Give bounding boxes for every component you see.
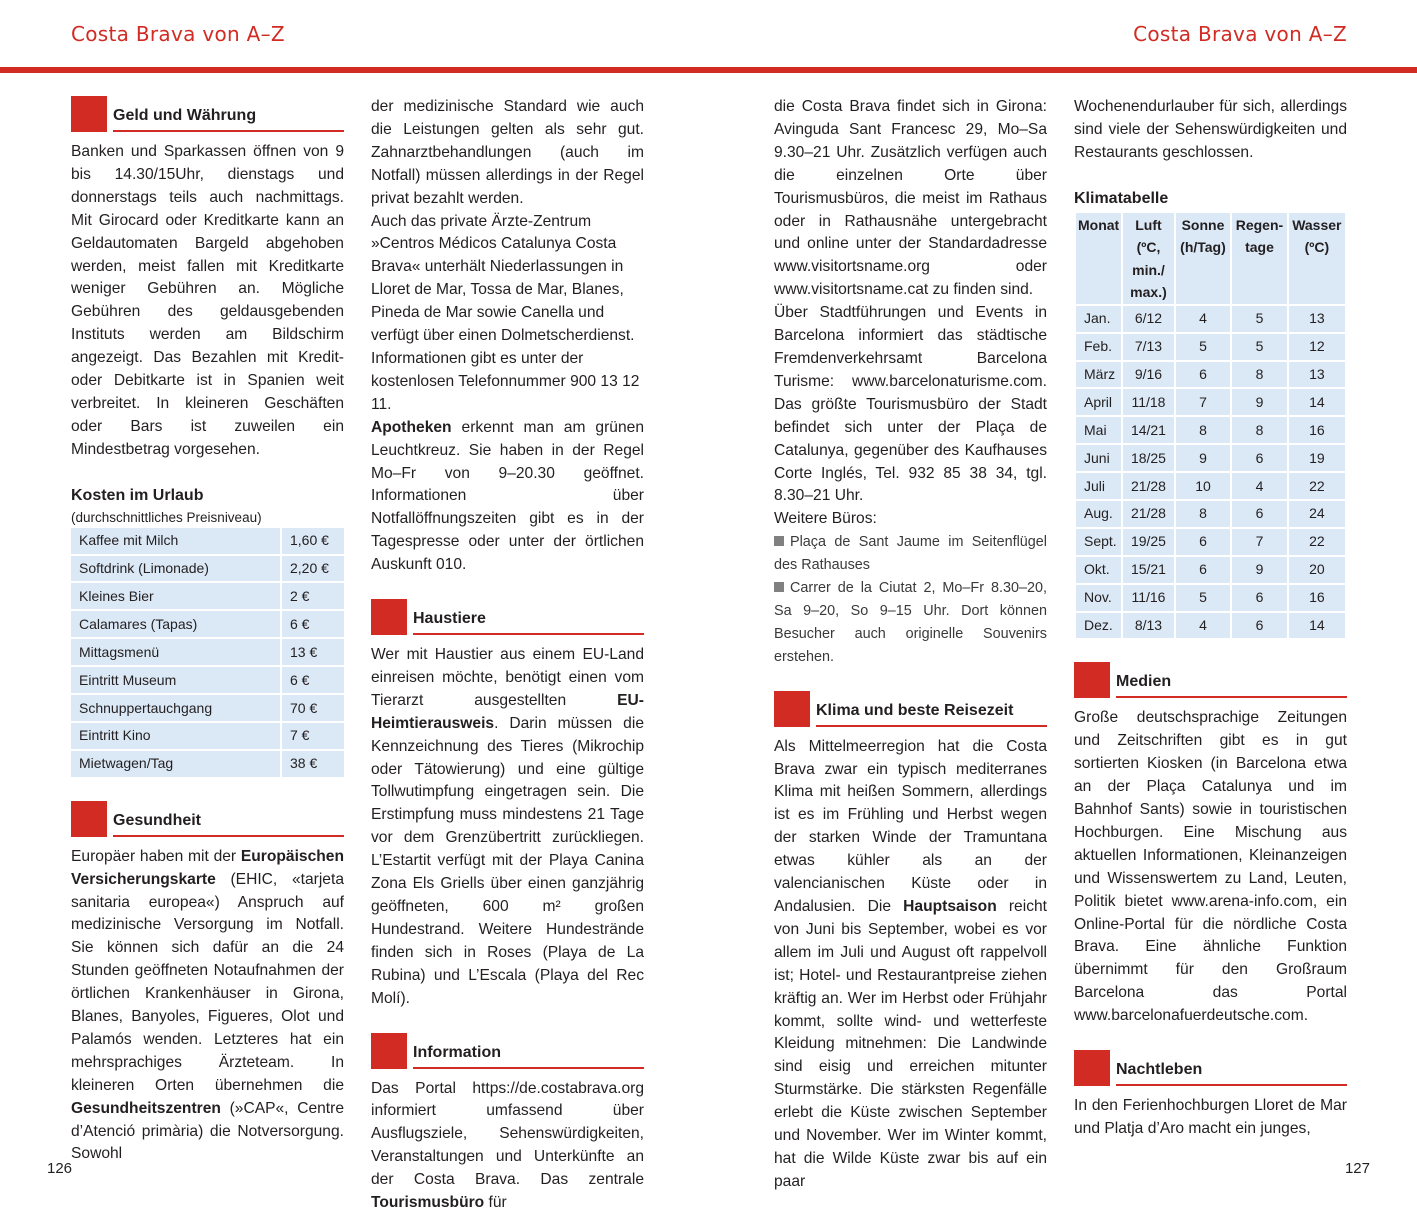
klima-row <box>1075 500 1346 528</box>
klima-month: Jan. <box>1075 305 1122 333</box>
heading-marker <box>71 96 107 132</box>
header-rule <box>0 67 1417 73</box>
kosten-row <box>71 582 344 610</box>
kosten-item: Mietwagen/Tag <box>71 750 281 778</box>
kosten-item: Softdrink (Limonade) <box>71 555 281 583</box>
section-title: Gesundheit <box>113 801 344 837</box>
klima-value: 5 <box>1175 584 1232 612</box>
klima-value: 10 <box>1175 472 1232 500</box>
klima-value: 16 <box>1288 416 1346 444</box>
klima-value: 6 <box>1175 556 1232 584</box>
klima-value: 8/13 <box>1122 612 1175 640</box>
klima-value: 8 <box>1175 500 1232 528</box>
kosten-row <box>71 722 344 750</box>
klima-row <box>1075 388 1346 416</box>
klima-value: 6 <box>1231 584 1287 612</box>
barcelona-info-text: Über Stadtführungen und Events in Barcelona informiert das städtische Fremdenverkehrsamt Barcelona Turisme: www.barcelonaturisme.com. Das größte Tourismusbüro der Stadt befindet sich unter der Plaça de Catalunya, gegenüber des Kaufhauses Corte Inglés, Tel. 932 85 38 34, tgl. 8.30–21 Uhr. <box>774 304 1047 505</box>
klima-value: 19/25 <box>1122 528 1175 556</box>
kosten-price: 1,60 € <box>281 528 344 555</box>
bullet-item: Plaça de Sant Jaume im Seitenflügel des Rathauses <box>774 534 1047 574</box>
page-number-right: 127 <box>1344 1160 1370 1177</box>
kosten-title: Kosten im Urlaub <box>71 486 204 504</box>
section-title: Klima und beste Reisezeit <box>816 691 1047 727</box>
kosten-price: 6 € <box>281 610 344 638</box>
kosten-row <box>71 638 344 666</box>
klimatabelle-title: Klimatabelle <box>1074 189 1169 207</box>
klima-header: Wasser (ºC) <box>1288 212 1346 305</box>
section-title: Nachtleben <box>1116 1050 1347 1086</box>
information-text: Das Portal https://de.costabrava.org informiert umfassend über Ausflugsziele, Sehenswürdigkeiten, Veranstaltungen und Unterkünfte an der Costa Brava. Das zentrale Tourismusbüro für <box>371 1079 644 1212</box>
kosten-price: 6 € <box>281 666 344 694</box>
haustiere-text: Wer mit Haustier aus einem EU-Land einreisen möchte, benötigt einen vom Tierarzt ausgestellten EU-Heimtierausweis. Darin müssen die Kennzeichnung des Tieres (Mikrochip oder Tätowierung) und eine gültige Tollwutimpfung eingetragen sein. Die Erstimpfung muss mindestens 21 Tage vor dem Grenzübertritt zurückliegen. L’Estartit verfügt mit der Playa Canina Zona Els Griells über einen ganzjährig geöffneten, 600 m² großen Hundestrand. Weitere Hundestrände finden sich in Roses (Playa de La Rubina) und L’Escala (Playa del Rec Molí). <box>371 646 644 1007</box>
klima-value: 8 <box>1231 416 1287 444</box>
apotheken-text: Apotheken erkennt man am grünen Leuchtkreuz. Sie haben in der Regel Mo–Fr von 9–20.30 geöffnet. Informationen über Notfallöffnungszeiten gibt es in der Tagespresse oder unter der örtlichen Auskunft 010. <box>371 418 644 574</box>
klima-month: März <box>1075 361 1122 389</box>
aerzte-zentrum-text: Auch das private Ärzte-Zentrum »Centros Médicos Catalunya Costa Brava« unterhält Niederlassungen in Lloret de Mar, Tossa de Mar, Blanes, Pineda de Mar sowie Canella und verfügt über einen Dolmetscherdienst. Informationen gibt es unter der kostenlosen Telefonnummer 900 13 12 11. <box>371 212 640 413</box>
information-text-cont: die Costa Brava findet sich in Girona: Avinguda Sant Francesc 29, Mo–Sa 9.30–21 Uhr. Zusätzlich verfügen auch die einzelnen Orte über Tourismusbüros, die meist im Rathaus oder in Rathausnähe untergebracht und online unter der Standardadresse www.visitortsname.org oder www.visitortsname.cat zu finden sind. <box>774 98 1047 299</box>
klima-value: 4 <box>1231 472 1287 500</box>
bullet-square <box>774 536 784 546</box>
heading-marker <box>1074 662 1110 698</box>
gesundheit-text-cont: der medizinische Standard wie auch die Leistungen gelten als sehr gut. Zahnarztbehandlungen (auch im Notfall) müssen allerdings in der Regel privat bezahlt werden. <box>371 98 644 207</box>
klima-month: Juni <box>1075 444 1122 472</box>
klima-header: Monat <box>1075 212 1122 305</box>
klima-row <box>1075 584 1346 612</box>
klima-month: Feb. <box>1075 333 1122 361</box>
kosten-row <box>71 555 344 583</box>
klima-row <box>1075 472 1346 500</box>
klima-value: 20 <box>1288 556 1346 584</box>
klima-value: 9/16 <box>1122 361 1175 389</box>
klima-row <box>1075 416 1346 444</box>
klima-month: Okt. <box>1075 556 1122 584</box>
klima-value: 4 <box>1175 305 1232 333</box>
kosten-item: Kaffee mit Milch <box>71 528 281 555</box>
klima-row <box>1075 444 1346 472</box>
klima-value: 24 <box>1288 500 1346 528</box>
klima-value: 7/13 <box>1122 333 1175 361</box>
kosten-row <box>71 666 344 694</box>
nachtleben-text: In den Ferienhochburgen Lloret de Mar und Platja d’Aro macht ein junges, <box>1074 1097 1347 1137</box>
klima-value: 9 <box>1175 444 1232 472</box>
klima-row <box>1075 361 1346 389</box>
klima-value: 14 <box>1288 388 1346 416</box>
klima-header: Luft (ºC, min./ max.) <box>1122 212 1175 305</box>
klima-header: Sonne (h/Tag) <box>1175 212 1232 305</box>
kosten-item: Calamares (Tapas) <box>71 610 281 638</box>
heading-marker <box>1074 1050 1110 1086</box>
klima-value: 5 <box>1175 333 1232 361</box>
section-title: Haustiere <box>413 599 644 635</box>
klima-month: Sept. <box>1075 528 1122 556</box>
column-3 <box>774 96 1047 1194</box>
klima-value: 8 <box>1231 361 1287 389</box>
column-4 <box>1074 96 1347 1141</box>
klima-value: 6 <box>1231 612 1287 640</box>
running-header-right: Costa Brava von A–Z <box>1133 22 1347 46</box>
klima-month: Juli <box>1075 472 1122 500</box>
klima-text: Als Mittelmeerregion hat die Costa Brava zwar ein typisch mediterranes Klima mit heißen Sommern, allerdings ist es im Frühling und Herbst wegen der starken Winde der Tramuntana etwas kühler als an der valencianischen Küste oder in Andalusien. Die Hauptsaison reicht von Juni bis September, wobei es vor allem im Juli und August oft rappelvoll ist; Hotel- und Restaurantpreise ziehen kräftig an. Wer im Herbst oder Frühjahr kommt, sollte wind- und wetterfeste Kleidung mitnehmen: Die Landwinde sind eisig und erreichen mitunter Sturmstärke. Die stärksten Regenfälle erlebt die Küste zwischen September und November. Wer im Winter kommt, hat die Wilde Küste zwar bis auf ein paar <box>774 737 1047 1190</box>
klima-value: 21/28 <box>1122 472 1175 500</box>
klima-month: Nov. <box>1075 584 1122 612</box>
section-heading-medien <box>1074 662 1347 698</box>
klima-value: 6 <box>1175 361 1232 389</box>
klima-month: Mai <box>1075 416 1122 444</box>
kosten-subtitle: (durchschnittliches Preisniveau) <box>71 509 262 525</box>
page-number-left: 126 <box>47 1160 73 1177</box>
weitere-bueros-label: Weitere Büros: <box>774 510 877 528</box>
klima-value: 14/21 <box>1122 416 1175 444</box>
klima-value: 21/28 <box>1122 500 1175 528</box>
klima-value: 4 <box>1175 612 1232 640</box>
section-heading-klima <box>774 691 1047 727</box>
kosten-item: Schnuppertauchgang <box>71 694 281 722</box>
kosten-price: 13 € <box>281 638 344 666</box>
geld-text: Banken und Sparkassen öffnen von 9 bis 14.30/15Uhr, dienstags und donnerstags teils auch nachmittags. Mit Girocard oder Kreditkarte kann an Geldautomaten Bargeld abgehoben werden, meist fallen mit Kreditkarte weniger Gebühren an. Mögliche Gebühren des geldausgebenden Instituts werden am Bildschirm angezeigt. Das Bezahlen mit Kredit- oder Debitkarte ist in Spanien weit verbreitet. In kleineren Geschäften oder Bars ist zuweilen ein Mindestbetrag vorgesehen. <box>71 143 344 458</box>
running-header-left: Costa Brava von A–Z <box>71 22 285 46</box>
klima-value: 11/16 <box>1122 584 1175 612</box>
kosten-price: 38 € <box>281 750 344 778</box>
klima-value: 18/25 <box>1122 444 1175 472</box>
klima-row <box>1075 305 1346 333</box>
column-2 <box>371 96 644 1215</box>
klima-text-cont: Wochenendurlauber für sich, allerdings sind viele der Sehenswürdigkeiten und Restaurants geschlossen. <box>1074 98 1347 161</box>
klima-value: 9 <box>1231 388 1287 416</box>
klima-value: 5 <box>1231 305 1287 333</box>
section-heading-geld <box>71 96 344 132</box>
klima-value: 6/12 <box>1122 305 1175 333</box>
kosten-table <box>71 528 344 779</box>
klima-row <box>1075 528 1346 556</box>
klima-value: 8 <box>1175 416 1232 444</box>
klima-value: 13 <box>1288 305 1346 333</box>
kosten-price: 7 € <box>281 722 344 750</box>
klima-value: 9 <box>1231 556 1287 584</box>
klima-value: 7 <box>1175 388 1232 416</box>
klima-month: Aug. <box>1075 500 1122 528</box>
klima-value: 16 <box>1288 584 1346 612</box>
kosten-row <box>71 528 344 555</box>
heading-marker <box>371 599 407 635</box>
klima-value: 6 <box>1231 444 1287 472</box>
section-heading-nachtleben <box>1074 1050 1347 1086</box>
section-title: Geld und Währung <box>113 96 344 132</box>
kosten-row <box>71 750 344 778</box>
section-heading-gesundheit <box>71 801 344 837</box>
kosten-row <box>71 610 344 638</box>
kosten-item: Eintritt Kino <box>71 722 281 750</box>
heading-marker <box>371 1033 407 1069</box>
section-heading-haustiere <box>371 599 644 635</box>
kosten-row <box>71 694 344 722</box>
kosten-item: Eintritt Museum <box>71 666 281 694</box>
klima-value: 13 <box>1288 361 1346 389</box>
klima-value: 6 <box>1231 500 1287 528</box>
klima-value: 22 <box>1288 472 1346 500</box>
klima-header: Regen-tage <box>1231 212 1287 305</box>
klima-month: April <box>1075 388 1122 416</box>
bullet-square <box>774 582 784 592</box>
klima-value: 5 <box>1231 333 1287 361</box>
klima-row <box>1075 333 1346 361</box>
medien-text: Große deutschsprachige Zeitungen und Zeitschriften gibt es in gut sortierten Kiosken (in Barcelona etwa an der Plaça Catalunya und im Bahnhof Sants) sowie in touristischen Hochburgen. Eine Mischung aus aktuellen Informationen, Kleinanzeigen und Wissenswertem zu Land, Leuten, Politik bietet www.arena-info.com, ein Online-Portal für die nördliche Costa Brava. Eine ähnliche Funktion übernimmt für den Großraum Barcelona das Portal www.barcelonafuerdeutsche.com. <box>1074 709 1347 1025</box>
klima-value: 19 <box>1288 444 1346 472</box>
klima-value: 15/21 <box>1122 556 1175 584</box>
kosten-price: 70 € <box>281 694 344 722</box>
gesundheit-text: Europäer haben mit der Europäischen Versicherungskarte (EHIC, «tarjeta sanitaria europea«) Anspruch auf medizinische Versorgung im Notfall. Sie können sich dafür an die 24 Stunden geöffneten Notaufnahmen der örtlichen Krankenhäuser in Girona, Blanes, Banyoles, Figueres, Olot und Palamós wenden. Letzteres hat ein mehrsprachiges Ärzteteam. In kleineren Orten übernehmen die Gesundheitszentren (»CAP«, Centre d’Atenció primària) die Notversorgung. Sowohl <box>71 847 344 1163</box>
klima-value: 22 <box>1288 528 1346 556</box>
klima-value: 6 <box>1175 528 1232 556</box>
klima-value: 14 <box>1288 612 1346 640</box>
section-title: Medien <box>1116 662 1347 698</box>
section-title: Information <box>413 1033 644 1069</box>
klima-value: 11/18 <box>1122 388 1175 416</box>
klimatabelle <box>1074 211 1347 641</box>
kosten-item: Kleines Bier <box>71 582 281 610</box>
klima-value: 12 <box>1288 333 1346 361</box>
klima-month: Dez. <box>1075 612 1122 640</box>
bullet-item: Carrer de la Ciutat 2, Mo–Fr 8.30–20, Sa 9–20, So 9–15 Uhr. Dort können Besucher auch originelle Souvenirs erstehen. <box>774 580 1047 665</box>
klima-row <box>1075 612 1346 640</box>
kosten-price: 2 € <box>281 582 344 610</box>
kosten-price: 2,20 € <box>281 555 344 583</box>
section-heading-information <box>371 1033 644 1069</box>
heading-marker <box>71 801 107 837</box>
heading-marker <box>774 691 810 727</box>
column-1 <box>71 96 344 1166</box>
klima-value: 7 <box>1231 528 1287 556</box>
kosten-item: Mittagsmenü <box>71 638 281 666</box>
klima-row <box>1075 556 1346 584</box>
